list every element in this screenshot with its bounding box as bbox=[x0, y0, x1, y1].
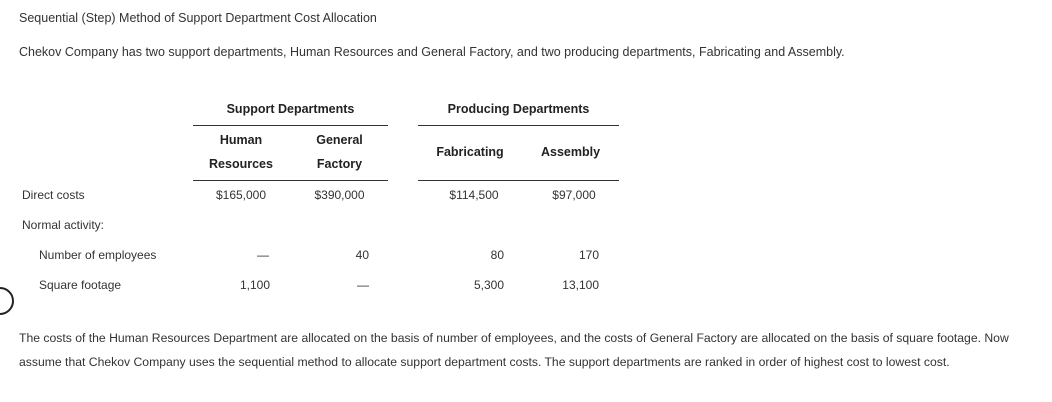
cell-sqft-hr: 1,100 bbox=[239, 278, 270, 292]
row-label-sqft: Square footage bbox=[39, 278, 122, 292]
instructions-paragraph: The costs of the Human Resources Department are allocated on the basis of number of employees, and the costs of General Factory are allocated on the basis of square footage. Now assume that Chekov Company uses the sequential method to allocate support department costs. The support departments are ranked in order of highest cost to lowest cost. bbox=[19, 331, 1009, 369]
cell-direct-asm: $97,000 bbox=[552, 188, 596, 202]
col-header-resources: Resources bbox=[209, 157, 273, 171]
header-rule-producing bbox=[418, 180, 619, 181]
group-rule-producing bbox=[418, 125, 619, 126]
cell-employees-asm: 170 bbox=[578, 248, 599, 262]
cell-direct-gf: $390,000 bbox=[314, 188, 365, 202]
header-rule-support bbox=[193, 180, 388, 181]
cell-direct-hr: $165,000 bbox=[215, 188, 267, 202]
group-header-support: Support Departments bbox=[226, 102, 355, 116]
row-label-direct-costs: Direct costs bbox=[22, 188, 85, 202]
cell-employees-hr: — bbox=[257, 248, 269, 262]
intro-text: Chekov Company has two support departments, Human Resources and General Factory, and two producing departments, Fabricating and Assembly. bbox=[19, 45, 845, 59]
col-header-general: General bbox=[316, 133, 363, 147]
row-label-employees: Number of employees bbox=[39, 248, 157, 262]
cell-sqft-fab: 5,300 bbox=[473, 278, 504, 292]
col-header-human: Human bbox=[219, 133, 263, 147]
group-rule-support bbox=[193, 125, 388, 126]
cell-employees-fab: 80 bbox=[490, 248, 504, 262]
cell-direct-fab: $114,500 bbox=[449, 188, 499, 202]
col-header-factory: Factory bbox=[316, 157, 363, 171]
cell-sqft-asm: 13,100 bbox=[562, 278, 599, 292]
cell-sqft-gf: — bbox=[357, 278, 369, 292]
page-title: Sequential (Step) Method of Support Department Cost Allocation bbox=[19, 11, 377, 25]
col-header-fabricating: Fabricating bbox=[436, 145, 504, 159]
scroll-marker-circle bbox=[0, 287, 14, 315]
cell-employees-gf: 40 bbox=[355, 248, 369, 262]
group-header-producing: Producing Departments bbox=[447, 102, 590, 116]
row-label-normal-activity: Normal activity: bbox=[22, 218, 105, 232]
col-header-assembly: Assembly bbox=[540, 145, 601, 159]
